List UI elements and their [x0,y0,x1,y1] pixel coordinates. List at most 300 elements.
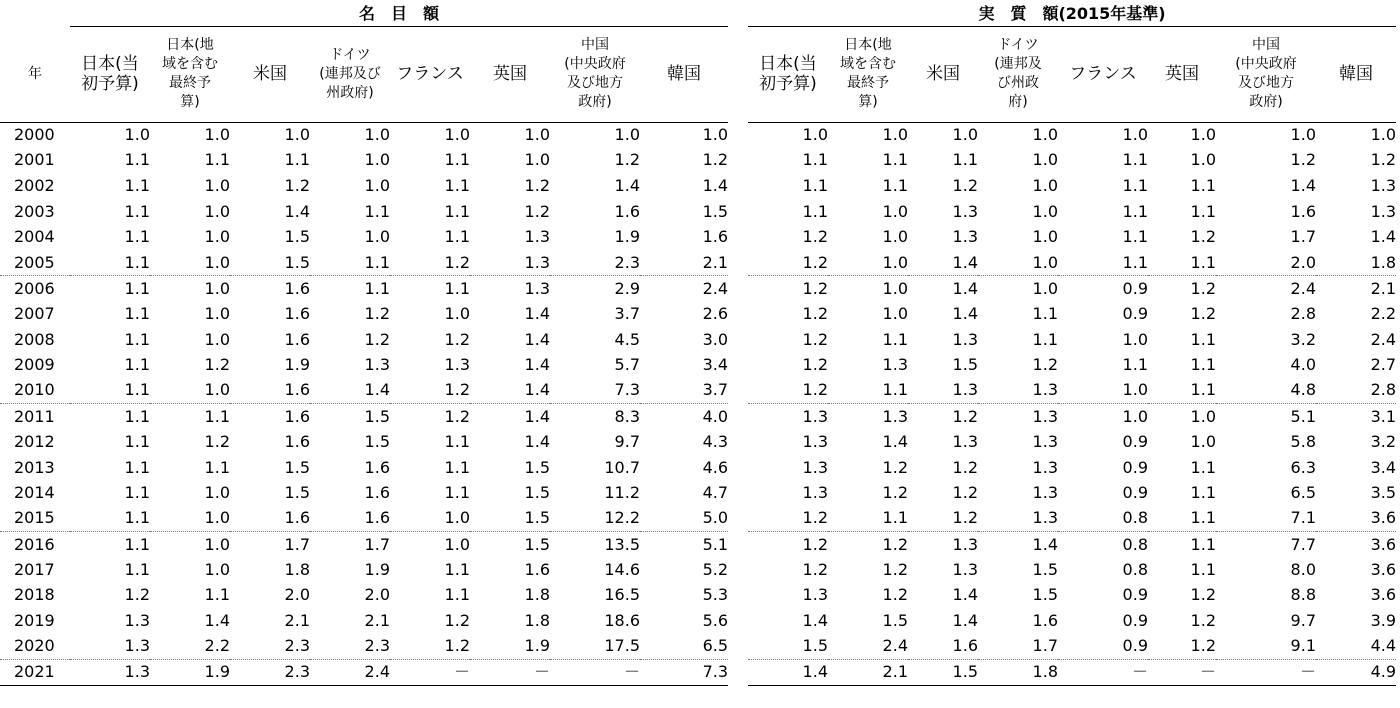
real-value-cell: 0.9 [1122,611,1148,631]
real-value-cell: 2.0 [1216,250,1316,276]
nominal-value-cell: 1.9 [364,559,390,579]
column-header-label: 韓国 [667,64,701,84]
year-cell: 2006 [14,278,55,298]
real-value-cell: 1.0 [1032,125,1058,145]
real-value-cell: 1.7 [978,634,1058,660]
nominal-value-cell: 12.2 [550,506,640,532]
nominal-value-cell: 2.0 [284,585,310,605]
real-value-cell: 2.8 [1316,378,1396,404]
real-value-cell: 1.2 [802,329,828,349]
real-value-cell: 1.3 [908,378,978,404]
real-value-cell: 2.8 [1290,303,1316,323]
real-value-cell: 0.9 [1122,278,1148,298]
table-row [748,583,1396,609]
nominal-value-cell: 1.6 [230,506,310,532]
column-header-label: 米国 [926,64,960,84]
nominal-value-cell: 1.0 [390,506,470,532]
real-value-cell: 1.1 [802,201,828,221]
nominal-value-cell: 1.1 [70,378,150,404]
table-row [0,634,728,660]
year-cell: 2010 [0,378,70,404]
nominal-value-cell: 1.4 [524,303,550,323]
real-value-cell: 1.2 [908,506,978,532]
real-column-header [748,26,828,122]
table-row [748,224,1396,250]
column-header-label: 韓国 [1339,64,1374,84]
nominal-value-cell: 1.4 [524,329,550,349]
real-value-cell: 1.2 [1290,150,1316,170]
nominal-value-cell: 1.8 [284,559,310,579]
nominal-value-cell: 1.6 [524,559,550,579]
real-value-cell: 1.2 [802,355,828,375]
nominal-column-header [150,26,230,122]
real-value-cell: 1.3 [952,201,978,221]
nominal-value-cell: 1.6 [364,483,390,503]
nominal-value-cell: 1.1 [124,329,150,349]
table-row [0,276,728,302]
real-value-cell: 1.1 [882,175,908,195]
real-value-cell: 1.1 [802,175,828,195]
nominal-value-cell: 1.4 [284,201,310,221]
real-value-cell: 1.3 [802,457,828,477]
real-value-cell: 1.2 [952,457,978,477]
real-value-cell: 7.7 [1290,534,1316,554]
real-value-cell: 1.1 [1148,378,1216,404]
table-row [748,429,1396,455]
nominal-value-cell: 5.7 [614,355,640,375]
nominal-value-cell: 13.5 [604,534,640,554]
nominal-value-cell: 1.6 [702,227,729,247]
nominal-value-cell: 1.2 [390,634,470,660]
column-header-label: 中国 (中央政府 及び地方 政府) [564,37,626,110]
table-row [0,429,728,455]
real-value-cell: 1.2 [1190,611,1216,631]
nominal-value-cell: 1.0 [364,150,390,170]
real-value-cell: 1.1 [1122,175,1148,195]
table-row [0,378,728,404]
real-value-cell: 2.4 [828,634,908,660]
nominal-value-cell: 1.3 [124,611,150,631]
nominal-value-cell: 1.1 [124,278,150,298]
real-value-cell: 1.6 [1290,201,1316,221]
real-value-cell: 1.1 [802,150,828,170]
table-row [748,327,1396,353]
real-value-cell: 4.8 [1216,378,1316,404]
nominal-value-cell: 2.9 [614,278,640,298]
nominal-value-cell: 5.0 [640,506,728,532]
real-value-cell: － [1148,659,1216,685]
real-value-cell: 1.4 [882,431,908,451]
year-cell: 2002 [14,175,55,195]
real-value-cell: 1.3 [952,329,978,349]
nominal-value-cell: 1.1 [444,278,470,298]
table-row [0,455,728,481]
real-value-cell: 0.9 [1058,634,1148,660]
real-value-cell: 1.3 [802,406,828,426]
nominal-value-cell: 1.3 [444,355,470,375]
real-value-cell: 3.1 [1370,406,1397,426]
nominal-value-cell: 2.3 [230,659,310,685]
real-value-cell: 1.1 [1122,201,1148,221]
nominal-value-cell: 1.0 [204,483,230,503]
real-value-cell: 3.9 [1370,611,1397,631]
nominal-value-cell: 1.5 [284,457,310,477]
real-value-cell: 1.0 [1190,125,1216,145]
nominal-value-cell: 5.3 [702,585,729,605]
real-value-cell: 1.3 [978,378,1058,404]
year-cell: 2012 [14,431,55,451]
real-value-cell: 1.1 [882,329,908,349]
nominal-value-cell: 1.5 [470,506,550,532]
nominal-value-cell: 1.1 [364,201,390,221]
year-cell: 2009 [14,355,55,375]
table-row [748,659,1396,685]
table-row [0,404,728,430]
real-value-cell: 1.0 [1122,329,1148,349]
real-value-cell: 1.1 [1122,355,1148,375]
nominal-value-cell: 1.1 [444,175,470,195]
real-title: 実 質 額(2015年基準) [748,0,1396,26]
table-row [748,276,1396,302]
real-value-cell: 1.2 [802,534,828,554]
nominal-value-cell: 1.1 [444,457,470,477]
table-row [0,173,728,199]
real-value-cell: 3.6 [1370,534,1397,554]
real-value-cell: 1.0 [1032,150,1058,170]
real-value-cell: 1.2 [748,250,828,276]
nominal-value-cell: 1.4 [204,611,230,631]
table-row [748,122,1396,148]
nominal-value-cell: 1.2 [364,329,390,349]
real-value-cell: 1.1 [1032,329,1058,349]
real-value-cell: 1.1 [1190,329,1216,349]
nominal-value-cell: 1.7 [284,534,310,554]
real-value-cell: 1.4 [1370,227,1397,247]
real-value-cell: 1.0 [1032,227,1058,247]
nominal-value-cell: 1.1 [70,506,150,532]
real-value-cell: 5.8 [1290,431,1316,451]
column-header-label: 日本(当 初予算) [759,54,817,94]
nominal-value-cell: 1.5 [524,457,550,477]
nominal-value-cell: 1.1 [124,175,150,195]
nominal-value-cell: 1.9 [150,659,230,685]
real-value-cell: 1.1 [828,506,908,532]
nominal-value-cell: 1.4 [310,378,390,404]
real-value-cell: 0.9 [1122,585,1148,605]
nominal-value-cell: 1.4 [524,355,550,375]
real-value-cell: 1.5 [1032,559,1058,579]
real-value-cell: 6.3 [1290,457,1316,477]
real-value-cell: 1.3 [1032,431,1058,451]
year-group-spacer [0,0,70,26]
nominal-value-cell: 4.6 [702,457,729,477]
nominal-value-cell: 1.9 [470,634,550,660]
table-row [0,557,728,583]
nominal-title: 名 目 額 [70,0,728,26]
nominal-value-cell: 1.5 [284,483,310,503]
real-value-cell: 1.4 [952,303,978,323]
real-value-cell: 2.2 [1370,303,1397,323]
nominal-value-cell: 1.8 [524,585,550,605]
nominal-value-cell: 1.5 [524,534,550,554]
table-row [0,122,728,148]
real-value-cell: 1.0 [1032,175,1058,195]
table-row [0,148,728,174]
real-value-cell: 1.3 [1370,201,1397,221]
nominal-column-header [70,26,150,122]
nominal-value-cell: 1.5 [230,250,310,276]
real-column-header [1316,26,1396,122]
nominal-value-cell: 1.0 [444,534,470,554]
column-header-label: 米国 [253,64,287,84]
real-value-cell: 1.2 [882,457,908,477]
real-value-cell: 1.3 [952,431,978,451]
real-value-cell: 1.2 [882,483,908,503]
real-value-cell: 1.3 [1032,406,1058,426]
nominal-value-cell: 3.7 [614,303,640,323]
nominal-value-cell: 1.0 [204,227,230,247]
nominal-value-cell: 1.0 [364,175,390,195]
real-value-cell: 0.9 [1122,431,1148,451]
nominal-value-cell: 1.1 [204,585,230,605]
real-value-cell: 4.4 [1316,634,1396,660]
nominal-value-cell: 2.2 [150,634,230,660]
nominal-value-cell: 1.1 [124,559,150,579]
nominal-value-cell: 3.7 [640,378,728,404]
real-value-cell: 1.8 [1316,250,1396,276]
table-row [748,506,1396,532]
real-value-cell: 2.7 [1370,355,1397,375]
real-value-cell: 1.1 [1032,303,1058,323]
nominal-value-cell: 1.0 [364,125,390,145]
table-row [0,250,728,276]
real-value-cell: 0.9 [1122,483,1148,503]
nominal-value-cell: 1.1 [124,431,150,451]
table-row [748,404,1396,430]
nominal-value-cell: 1.5 [284,227,310,247]
real-value-cell: 1.0 [952,125,978,145]
real-value-cell: 1.3 [802,585,828,605]
real-value-cell: 1.3 [978,506,1058,532]
real-value-cell: 4.9 [1316,659,1396,685]
column-header-label: ドイツ (連邦及 び州政 府) [994,37,1042,110]
nominal-value-cell: 1.3 [70,659,150,685]
real-value-cell: 1.2 [952,483,978,503]
year-cell: 2014 [14,483,55,503]
real-column-header [978,26,1058,122]
real-value-cell: 1.4 [952,585,978,605]
nominal-value-cell: 1.6 [284,278,310,298]
real-value-cell: 1.1 [1190,201,1216,221]
column-header-label: 日本(地 域を含む 最終予 算) [840,37,896,110]
nominal-value-cell: 1.0 [524,150,550,170]
nominal-value-cell: 1.3 [70,634,150,660]
real-value-cell: 0.8 [1058,506,1148,532]
table-row [748,148,1396,174]
real-value-cell: 1.0 [978,250,1058,276]
year-cell: 2005 [0,250,70,276]
nominal-value-cell: 1.6 [614,201,640,221]
nominal-value-cell: 1.1 [124,457,150,477]
nominal-value-cell: 1.0 [444,125,470,145]
real-value-cell: 1.2 [952,175,978,195]
real-value-cell: － [1216,659,1316,685]
real-value-cell: 1.2 [1148,634,1216,660]
nominal-value-cell: 1.2 [364,303,390,323]
real-value-cell: 1.1 [1148,250,1216,276]
nominal-value-cell: 1.1 [444,559,470,579]
nominal-value-cell: 1.0 [614,125,640,145]
nominal-value-cell: 1.6 [284,431,310,451]
nominal-value-cell: 4.0 [702,406,729,426]
real-value-cell: 3.6 [1370,585,1397,605]
real-value-cell: 1.2 [1190,227,1216,247]
nominal-value-cell: 1.0 [702,125,729,145]
nominal-value-cell: 11.2 [604,483,640,503]
nominal-value-cell: 1.1 [444,201,470,221]
nominal-value-cell: 1.1 [124,303,150,323]
real-value-cell: 3.6 [1370,559,1397,579]
real-value-cell: 1.1 [882,150,908,170]
nominal-value-cell: 2.0 [364,585,390,605]
nominal-value-cell: 2.3 [550,250,640,276]
real-value-cell: 1.7 [1290,227,1316,247]
real-column-header [908,26,978,122]
nominal-value-cell: 1.2 [614,150,640,170]
real-value-cell: 1.0 [1122,406,1148,426]
year-cell: 2007 [14,303,55,323]
real-value-cell: 2.4 [1370,329,1397,349]
nominal-value-cell: 3.0 [702,329,729,349]
nominal-value-cell: 14.6 [604,559,640,579]
real-value-cell: 1.0 [882,227,908,247]
real-value-cell: 1.0 [1190,150,1216,170]
real-value-cell: 1.0 [1058,378,1148,404]
nominal-value-cell: 1.7 [364,534,390,554]
nominal-value-cell: 1.0 [524,125,550,145]
real-value-cell: 1.1 [1058,250,1148,276]
nominal-value-cell: 2.1 [364,611,390,631]
real-value-cell: 1.4 [1290,175,1316,195]
nominal-value-cell: 2.6 [702,303,729,323]
nominal-value-cell: 1.6 [230,378,310,404]
nominal-value-cell: 1.3 [364,355,390,375]
real-value-cell: 1.0 [882,125,908,145]
nominal-value-cell: 1.6 [284,303,310,323]
nominal-value-cell: 1.1 [124,534,150,554]
nominal-value-cell: 2.4 [702,278,729,298]
nominal-value-cell: 7.3 [640,659,728,685]
nominal-value-cell: 5.1 [702,534,729,554]
real-value-cell: 2.1 [828,659,908,685]
real-value-cell: 1.2 [882,534,908,554]
real-value-cell: 1.2 [802,559,828,579]
nominal-column-header [640,26,728,122]
real-value-cell: 1.1 [1190,483,1216,503]
real-value-cell: 1.3 [882,406,908,426]
nominal-value-cell: 1.2 [524,175,550,195]
real-value-cell: 1.3 [1032,483,1058,503]
table-row [0,480,728,506]
nominal-value-cell: 2.4 [310,659,390,685]
nominal-value-cell: 1.1 [444,227,470,247]
nominal-value-cell: － [550,659,640,685]
nominal-value-cell: 17.5 [550,634,640,660]
year-cell: 2015 [0,506,70,532]
real-table [748,0,1396,686]
nominal-value-cell: 1.1 [204,150,230,170]
real-value-cell: 1.0 [1122,125,1148,145]
nominal-value-cell: 1.5 [524,483,550,503]
nominal-value-cell: 1.0 [150,250,230,276]
real-value-cell: 1.2 [952,406,978,426]
real-value-cell: 1.5 [748,634,828,660]
table-row [748,173,1396,199]
nominal-value-cell: 1.1 [364,278,390,298]
real-value-cell: 1.0 [882,278,908,298]
real-value-cell: 0.9 [1122,303,1148,323]
table-row [0,301,728,327]
nominal-column-header [550,26,640,122]
table-row [0,199,728,225]
real-value-cell: 1.0 [1290,125,1316,145]
nominal-value-cell: 1.0 [204,559,230,579]
nominal-value-cell: 1.8 [524,611,550,631]
year-cell: 2000 [14,125,55,145]
nominal-value-cell: 1.2 [524,201,550,221]
nominal-value-cell: 1.1 [204,406,230,426]
nominal-value-cell: 4.3 [702,431,729,451]
nominal-value-cell: 1.6 [284,329,310,349]
nominal-value-cell: 2.3 [230,634,310,660]
nominal-value-cell: 1.2 [124,585,150,605]
nominal-value-cell: 1.1 [444,483,470,503]
real-value-cell: 1.1 [1122,227,1148,247]
real-value-cell: 1.0 [1032,201,1058,221]
table-row [748,250,1396,276]
nominal-value-cell: 10.7 [604,457,640,477]
nominal-value-cell: 1.1 [124,227,150,247]
real-value-cell: 3.6 [1316,506,1396,532]
real-value-cell: 1.4 [952,278,978,298]
year-cell: 2018 [14,585,55,605]
nominal-value-cell: 1.2 [390,250,470,276]
real-value-cell: － [1058,659,1148,685]
table-row [0,608,728,634]
real-column-header [1148,26,1216,122]
nominal-value-cell: 1.1 [124,355,150,375]
nominal-value-cell: 5.2 [702,559,729,579]
nominal-value-cell: 16.5 [604,585,640,605]
real-value-cell: 1.4 [748,659,828,685]
real-value-cell: 1.1 [1190,355,1216,375]
real-value-cell: 1.0 [882,303,908,323]
nominal-value-cell: 5.6 [702,611,729,631]
column-header-label: ドイツ (連邦及び 州政府) [319,46,381,101]
real-value-cell: 1.3 [952,534,978,554]
year-cell: 2017 [14,559,55,579]
real-value-cell: 1.5 [1032,585,1058,605]
nominal-value-cell: 1.0 [204,175,230,195]
table-row [748,378,1396,404]
nominal-value-cell: 1.2 [702,150,729,170]
real-value-cell: 1.3 [952,227,978,247]
nominal-column-header [230,26,310,122]
table-row [748,634,1396,660]
year-cell: 2016 [14,534,55,554]
nominal-value-cell: 1.1 [124,201,150,221]
nominal-value-cell: 2.3 [310,634,390,660]
